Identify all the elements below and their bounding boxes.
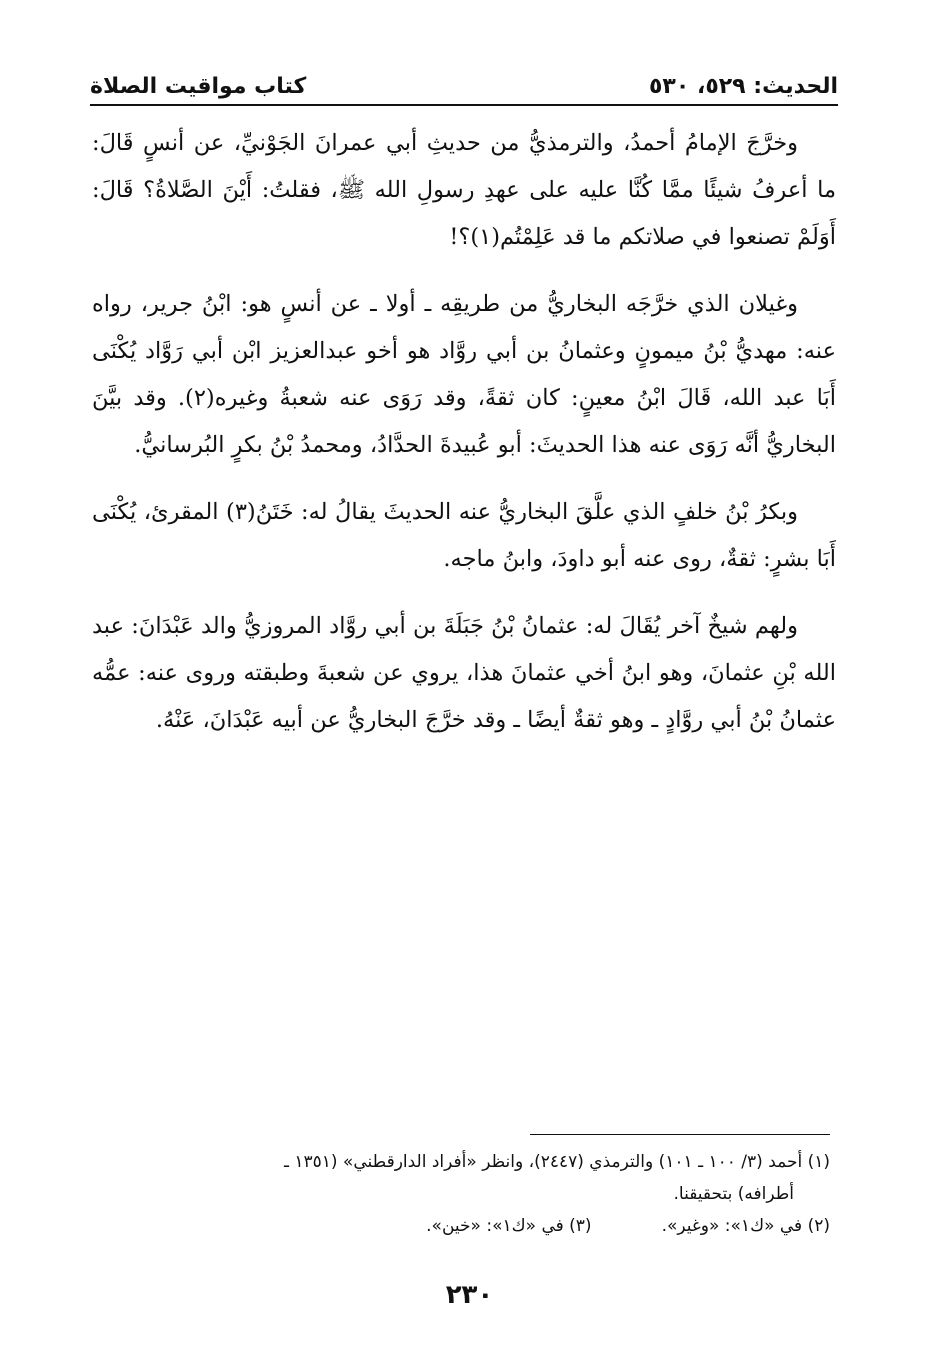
- footnote-row-2-3: [92, 1210, 830, 1242]
- footnote-1-line-2: أطرافه) بتحقيقنا.: [673, 1184, 794, 1204]
- main-text: [92, 120, 836, 764]
- paragraph-1: وخرَّجَ الإمامُ أحمدُ، والترمذيُّ من حديثِ أبي عمرانَ الجَوْنيِّ، عن أنسٍ قَالَ: ما أعرفُ شيئًا ممَّا كُنَّا عليه على عهدِ رسولِ الله ﷺ، فقلتُ: أَيْنَ الصَّلاةُ؟ قَالَ: أَوَلَمْ تصنعوا في صلاتكم ما قد عَلِمْتُم(١)؟!: [92, 130, 836, 250]
- footnotes: [92, 1146, 830, 1242]
- paragraph-4: ولهم شيخٌ آخر يُقَالَ له: عثمانُ بْنُ جَبَلَةَ بن أبي روَّاد المروزيُّ والد عَبْدَانَ: عبد الله بْنِ عثمانَ، وهو ابنُ أخي عثمانَ هذا، يروي عن شعبةَ وطبقته وروى عنه: عمُّه عثمانُ بْنُ أبي روَّادٍ ـ وهو ثقةٌ أيضًا ـ وقد خرَّجَ البخاريُّ عن أبيه عَبْدَانَ، عَنْهُ.: [92, 613, 836, 733]
- header-hadith-numbers: الحديث: ٥٢٩، ٥٣٠: [649, 73, 838, 99]
- paragraph-2: وغيلان الذي خرَّجَه البخاريُّ من طريقِه ـ أولا ـ عن أنسٍ هو: ابْنُ جرير، رواه عنه: مهديُّ بْنُ ميمونٍ وعثمانُ بن أبي روَّاد هو أخو عبدالعزيز ابْن أبي رَوَّاد يُكْنَى أَبَا عبد الله، قَالَ ابْنُ معينٍ: كان ثقةً، وقد رَوَى عنه شعبةُ وغيره(٢). وقد بيَّنَ البخاريُّ أنَّه رَوَى عنه هذا الحديثَ: أبو عُبيدةَ الحدَّادُ، ومحمدُ بْنُ بكرٍ البُرسانيُّ.: [92, 291, 836, 458]
- running-header: [90, 68, 838, 106]
- page-number: ٢٣٠: [445, 1280, 494, 1310]
- footnote-1-line-1: (١) أحمد (٣/ ١٠٠ ـ ١٠١) والترمذي (٢٤٤٧)، وانظر «أفراد الدارقطني» (١٣٥١ ـ: [283, 1152, 830, 1172]
- header-chapter-title: كتاب مواقيت الصلاة: [90, 73, 307, 99]
- footnote-3: (٣) في «ك١»: «خين».: [426, 1216, 592, 1236]
- footnote-divider: [530, 1134, 830, 1135]
- paragraph-3: وبكرُ بْنُ خلفٍ الذي علَّقَ البخاريُّ عنه الحديثَ يقالُ له: خَتَنُ(٣) المقرئ، يُكْنَى أَبَا بشرٍ: ثقةٌ، روى عنه أبو داودَ، وابنُ ماجه.: [92, 499, 836, 572]
- footnote-2: (٢) في «ك١»: «وغير».: [661, 1216, 830, 1236]
